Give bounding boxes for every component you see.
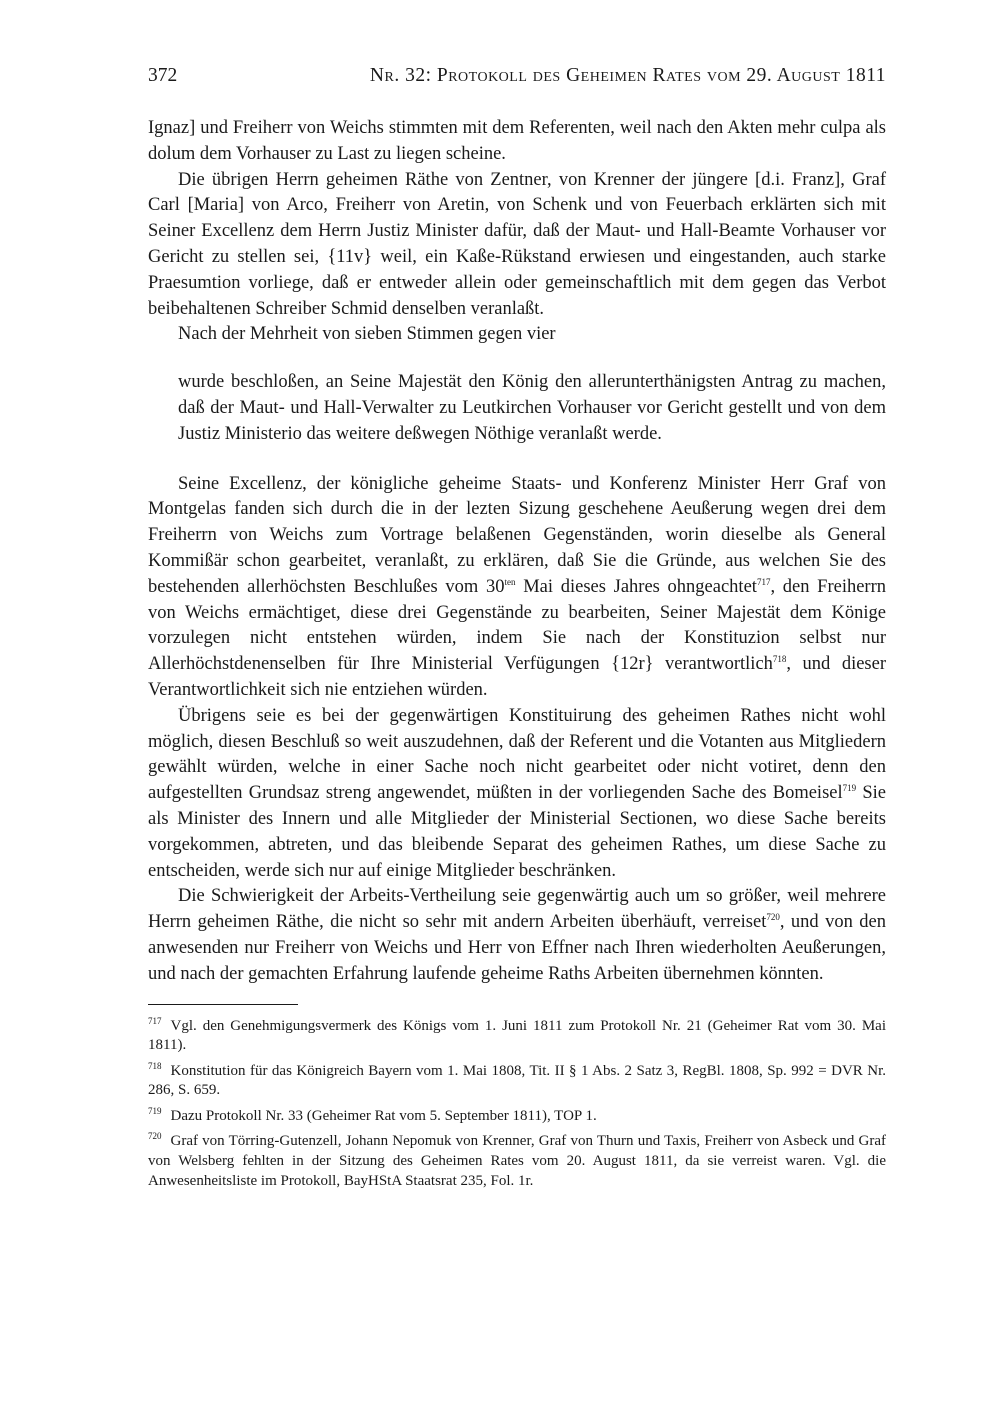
footnotes	[148, 1017, 886, 1192]
footnote-ref-717[interactable]: 717	[756, 576, 771, 587]
footnote-718	[148, 1062, 886, 1101]
footnote-number: 718	[148, 1060, 162, 1071]
document-page	[148, 62, 886, 1197]
paragraph-5	[148, 704, 886, 885]
footnote-719	[148, 1107, 886, 1127]
resolution-paragraph: wurde beschloßen, an Seine Majestät den König den allerunterthänigsten Antrag zu machen, daß der Maut- und Hall-Verwalter zu Leutkirchen Vorhauser vor Gericht gestellt und von dem Justiz Ministerio das weitere deßwegen Nöthige veranlaßt werde.	[178, 372, 886, 444]
footnote-text: Konstitution für das Königreich Bayern vom 1. Mai 1808, Tit. II § 1 Abs. 2 Satz 3, RegBl. 1808, Sp. 992 = DVR Nr. 286, S. 659.	[148, 1062, 886, 1099]
footnote-number: 719	[148, 1105, 162, 1116]
running-header	[148, 62, 886, 96]
footnote-ref-718[interactable]: 718	[772, 654, 787, 665]
footnote-text: Vgl. den Genehmigungsvermerk des Königs vom 1. Juni 1811 zum Protokoll Nr. 21 (Geheimer Rat vom 30. Mai 1811).	[148, 1017, 886, 1054]
paragraph-4-text-a: Seine Excellenz, der königliche geheime Staats- und Konferenz Minister Herr Graf von Montgelas fanden sich durch die in der lezten Sizung geschehene Aeußerung wegen drei dem Freiherrn von Weichs zum Vortrage belaßenen Gegenständen, worin dieselbe als General Kommißär schon gearbeitet, veranlaßt, zu erklären, daß Sie die Gründe, aus welchen Sie des bestehenden allerhöchsten Beschlußes vom 30	[148, 473, 886, 597]
paragraph-6-text-a: Die Schwierigkeit der Arbeits-Vertheilung seie gegenwärtig auch um so größer, weil mehrere Herrn geheimen Räthe, die nicht so sehr mit andern Arbeiten überhäuft, verreiset	[148, 886, 886, 933]
main-text	[148, 116, 886, 988]
paragraph-4	[148, 472, 886, 704]
running-title: Nr. 32: Protokoll des Geheimen Rates vom 29. August 1811	[369, 65, 886, 86]
footnote-717	[148, 1017, 886, 1056]
footnote-ref-720[interactable]: 720	[766, 912, 780, 923]
paragraph-4-text-d: , und dieser Verantwortlichkeit sich nie entziehen würden.	[148, 654, 886, 700]
paragraph-4-text-b: Mai dieses Jahres ohngeachtet	[515, 576, 757, 597]
paragraph-6	[148, 884, 886, 987]
paragraph-1: Ignaz] und Freiherr von Weichs stimmten mit dem Referenten, weil nach den Akten mehr culpa als dolum dem Vorhauser zu Last zu liegen scheine.	[148, 118, 886, 164]
footnote-number: 720	[148, 1131, 162, 1142]
footnote-720	[148, 1132, 886, 1191]
footnote-number: 717	[148, 1015, 162, 1026]
footnote-text: Dazu Protokoll Nr. 33 (Geheimer Rat vom 5. September 1811), TOP 1.	[170, 1107, 597, 1124]
footnote-ref-719[interactable]: 719	[842, 783, 857, 794]
paragraph-6-text-b: , und von den anwesenden nur Freiherr von Weichs und Herr von Effner nach Ihren wiederholten Aeußerungen, und nach der gemachten Erfahrung laufende geheime Raths Arbeiten übernehmen könnten.	[148, 912, 886, 984]
paragraph-3: Nach der Mehrheit von sieben Stimmen gegen vier	[178, 324, 556, 345]
paragraph-4-text-c: , den Freiherrn von Weichs ermächtiget, diese drei Gegenstände zu bearbeiten, Seiner Majestät dem Könige vorzulegen nicht entstehen würden, indem Sie nach der Konstituzion selbst nur Allerhöchstdenenselben für Ihre Ministerial Verfügungen {12r} verantwortlich	[148, 576, 887, 675]
page-number: 372	[148, 65, 178, 86]
paragraph-5-text-b: Sie als Minister des Innern und alle Mitglieder der Ministerial Sectionen, wo diese Sache bereits vorgekommen, abtreten, und das bleibende Separat des geheimen Rathes, um diese Sache zu entscheiden, werde sich nur auf einige Mitglieder beschränken.	[148, 783, 886, 881]
paragraph-2: Die übrigen Herrn geheimen Räthe von Zentner, von Krenner der jüngere [d.i. Franz], Graf Carl [Maria] von Arco, Freiherr von Aretin, von Schenk und von Feuerbach erklärten sich mit Seiner Excellenz dem Herrn Justiz Minister dafür, daß der Maut- und Hall-Beamte Vorhauser vor Gericht zu stellen sei, {11v} weil, ein Kaße-Rükstand erwiesen und eingestanden, auch starke Praesumtion vorliege, daß er entweder allein oder gemeinschaftlich mit dem gegen das Verbot beibehaltenen Schreiber Schmid denselben veranlaßt.	[148, 169, 886, 319]
superscript-ten: ten	[504, 576, 516, 587]
paragraph-5-text-a: Übrigens seie es bei der gegenwärtigen Konstituirung des geheimen Rathes nicht wohl möglich, diesen Beschluß so weit auszudehnen, daß der Referent und die Votanten aus Mitgliedern gewählt würden, welche in einer Sache noch nicht gearbeitet oder nicht votiret, denn den aufgestellten Grundsaz streng angewendet, müßten in der vorliegenden Sache des Bomeisel	[148, 705, 886, 804]
footnote-divider	[148, 1004, 298, 1005]
footnote-text: Graf von Törring-Gutenzell, Johann Nepomuk von Krenner, Graf von Thurn und Taxis, Freiherr von Asbeck und Graf von Welsberg fehlten in der Sitzung des Geheimen Rates vom 20. August 1811, da sie verreist waren. Vgl. die Anwesenheitsliste im Protokoll, BayHStA Staatsrat 235, Fol. 1r.	[148, 1133, 886, 1189]
